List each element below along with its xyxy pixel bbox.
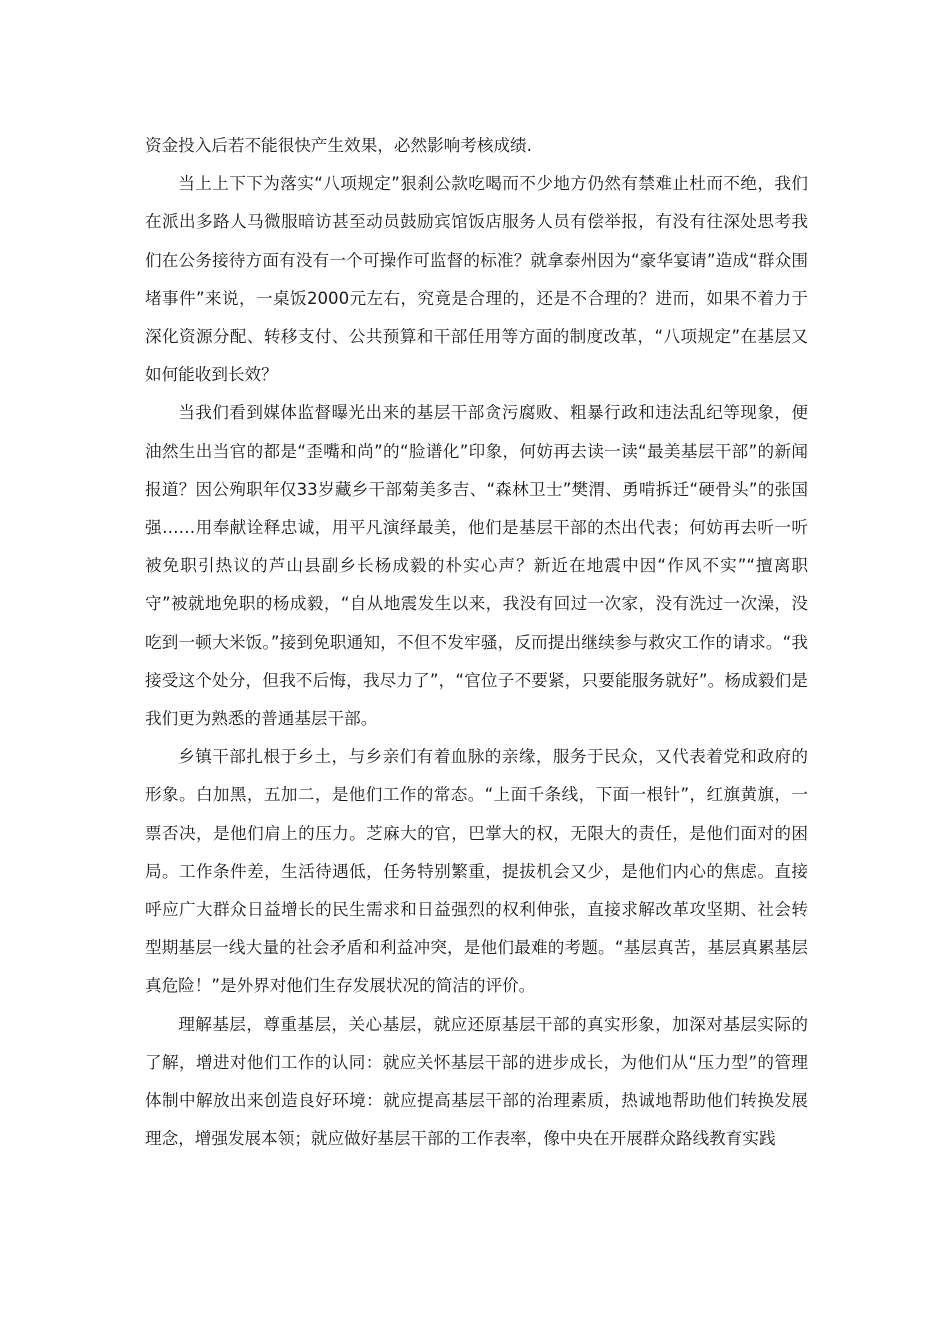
paragraph-1: 资金投入后若不能很快产生效果，必然影响考核成绩.	[145, 136, 532, 155]
paragraph-5: 理解基层，尊重基层，关心基层，就应还原基层干部的真实形象，加深对基层实际的了解，增进对他们工作的认同：就应关怀基层干部的进步成长，为他们从“压力型”的管理体制中解放出来创造良好环境：就应提高基层干部的治理素质，热诚地帮助他们转换发展理念，增强发展本领；就应做好基层干部的工作表率，像中央在开展群众路线教育实践	[145, 1014, 808, 1149]
document-body	[145, 127, 808, 1158]
paragraph-3: 当我们看到媒体监督曝光出来的基层干部贪污腐败、粗暴行政和违法乱纪等现象，便油然生出当官的都是“歪嘴和尚”的“脸谱化”印象，何妨再去读一读“最美基层干部”的新闻报道？因公殉职年仅33岁藏乡干部菊美多吉、“森林卫士”樊渭、勇啃拆迁“硬骨头”的张国强……用奉献诠释忠诚，用平凡演绎最美，他们是基层干部的杰出代表；何妨再去听一听被免职引热议的芦山县副乡长杨成毅的朴实心声？新近在地震中因“作风不实”“擅离职守”被就地免职的杨成毅，“自从地震发生以来，我没有回过一次家，没有洗过一次澡，没吃到一顿大米饭。”接到免职通知，不但不发牢骚，反而提出继续参与救灾工作的请求。“我接受这个处分，但我不后悔，我尽力了”，“官位子不要紧，只要能服务就好”。杨成毅们是我们更为熟悉的普通基层干部。	[145, 403, 808, 729]
paragraph-2: 当上上下下为落实“八项规定”狠刹公款吃喝而不少地方仍然有禁难止杜而不绝，我们在派出多路人马微服暗访甚至动员鼓励宾馆饭店服务人员有偿举报，有没有往深处思考我们在公务接待方面有没有一个可操作可监督的标准？就拿泰州因为“豪华宴请”造成“群众围堵事件”来说，一桌饭2000元左右，究竟是合理的，还是不合理的？进而，如果不着力于深化资源分配、转移支付、公共预算和干部任用等方面的制度改革，“八项规定”在基层又如何能收到长效？	[145, 174, 808, 385]
paragraph-4: 乡镇干部扎根于乡土，与乡亲们有着血脉的亲缘，服务于民众，又代表着党和政府的形象。白加黑，五加二，是他们工作的常态。“上面千条线，下面一根针”，红旗黄旗，一票否决，是他们肩上的压力。芝麻大的官，巴掌大的权，无限大的责任，是他们面对的困局。工作条件差，生活待遇低，任务特别繁重，提拔机会又少，是他们内心的焦虑。直接呼应广大群众日益增长的民生需求和日益强烈的权利伸张，直接求解改革攻坚期、社会转型期基层一线大量的社会矛盾和利益冲突，是他们最难的考题。“基层真苦，基层真累基层真危险！”是外界对他们生存发展状况的简洁的评价。	[145, 747, 808, 996]
